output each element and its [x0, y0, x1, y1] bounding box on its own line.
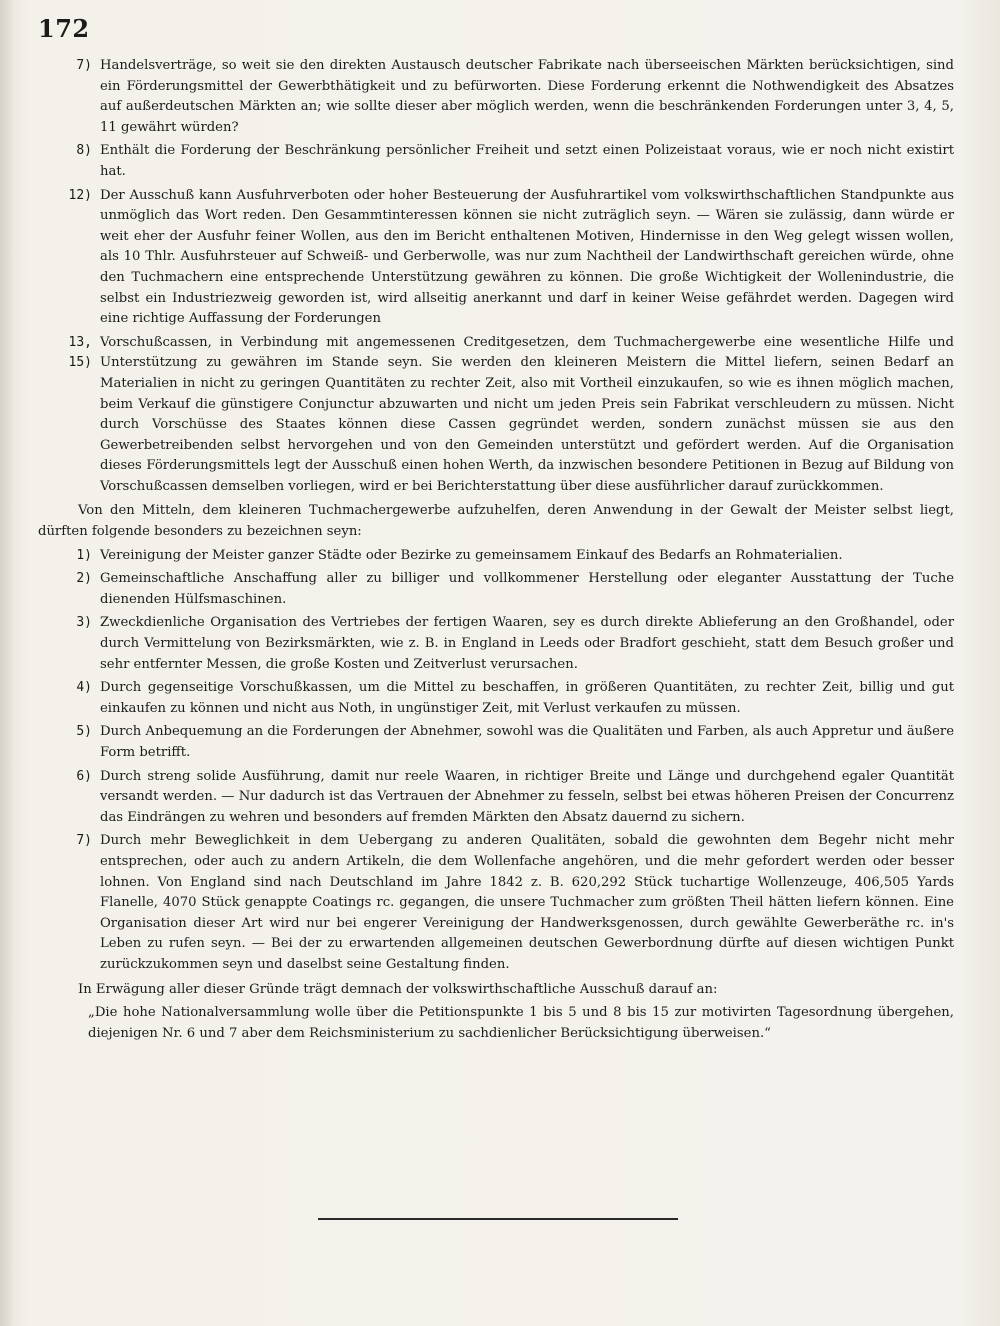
item-text: Der Ausschuß kann Ausfuhrverboten oder hoher Besteuerung der Ausfuhrartikel vom volkswirthschaftlichen Standpunkte aus unmöglich das Wort reden. Den Gesammtinteressen können sie nicht zuträglich seyn. — Wären sie zulässig, dann würde er weit eher der Ausfuhr feiner Wollen, aus den im Bericht enthaltenen Motiven, Hindernisse in den Weg gelegt wissen wollen, als 10 Thlr. Ausfuhrsteuer auf Schweiß- und Gerberwolle, was nur zum Nachtheil der Landwirthschaft gereichen würde, ohne den Tuchmachern eine entsprechende Unterstützung gewähren zu können. Die große Wichtigkeit der Wollenindustrie, die selbst ein Industriezweig geworden ist, wird allseitig anerkannt und darf in keiner Weise gefährdet werden. Dagegen wird eine richtige Auffassung der Forderungen	[100, 187, 954, 327]
list-item	[38, 767, 954, 829]
item-text: Durch streng solide Ausführung, damit nur reele Waaren, in richtiger Breite und Länge und durchgehend egaler Quantität versandt werden. — Nur dadurch ist das Vertrauen der Abnehmer zu fesseln, selbst bei etwas höheren Preisen der Concurrenz das Eindrängen zu wehren und besonders auf fremden Märkten den Absatz dauernd zu sichern.	[100, 768, 954, 825]
list-item	[38, 722, 954, 763]
numbered-list-top	[38, 56, 954, 497]
item-text: Durch Anbequemung an die Forderungen der Abnehmer, sowohl was die Qualitäten und Farben, als auch Appretur und äußere Form betrifft.	[100, 724, 954, 760]
item-text: Zweckdienliche Organisation des Vertriebes der fertigen Waaren, sey es durch direkte Ablieferung an den Großhandel, oder durch Vermittelung von Bezirksmärkten, wie z. B. in England in Leeds oder Bradfort geschieht, statt dem Besuch großer und sehr entfernter Messen, die große Kosten und Zeitverlust verursachen.	[100, 615, 954, 672]
conclusion-paragraph: In Erwägung aller dieser Gründe trägt demnach der volkswirthschaftliche Ausschuß darauf an:	[78, 981, 718, 997]
page-number: 172	[38, 14, 90, 43]
list-item	[38, 831, 954, 975]
list-item	[38, 546, 954, 567]
closing-rule	[318, 1218, 678, 1220]
item-text: Handelsverträge, so weit sie den direkten Austausch deutscher Fabrikate nach überseeischen Märkten berücksichtigen, sind ein Förderungsmittel der Gewerbthätigkeit und zu befürworten. Diese Forderung erkennt die Nothwendigkeit des Absatzes auf außerdeutschen Märkten an; wie sollte dieser aber möglich werden, wenn die beschränkenden Forderungen unter 3, 4, 5, 11 gewährt würden?	[100, 58, 954, 135]
item-label: 7)	[76, 833, 92, 849]
item-label: 5)	[76, 724, 92, 740]
document-body	[38, 56, 954, 1044]
numbered-list-bottom	[38, 546, 954, 976]
item-label: 1)	[76, 547, 92, 563]
list-item	[38, 678, 954, 719]
item-label: 13, 15)	[68, 334, 92, 371]
item-label: 12)	[68, 187, 92, 203]
item-label: 6)	[76, 768, 92, 784]
item-label: 3)	[76, 615, 92, 631]
item-text: Vorschußcassen, in Verbindung mit angemessenen Creditgesetzen, dem Tuchmachergewerbe eine wesentliche Hilfe und Unterstützung zu gewähren im Stande seyn. Sie werden den kleineren Meistern die Mittel liefern, seinen Bedarf an Materialien in nicht zu geringen Quantitäten zu rechter Zeit, also mit Vortheil einzukaufen, so wie es ihnen möglich machen, beim Verkauf die günstigere Conjunctur abzuwarten und nicht um jeden Preis sein Fabrikat verschleudern zu müssen. Nicht durch Vorschüsse des Staates können diese Cassen gegründet werden, sondern zunächst müssen sie aus den Gewerbetreibenden selbst hervorgehen und von den Gemeinden unterstützt und gefördert werden. Auf die Organisation dieses Förderungsmittels legt der Ausschuß einen hohen Werth, da inzwischen besondere Petitionen in Bezug auf Bildung von Vorschußcassen demselben vorliegen, wird er bei Berichterstattung über diese ausführlicher darauf zurückkommen.	[100, 334, 954, 494]
item-label: 4)	[76, 680, 92, 696]
list-item	[38, 56, 954, 138]
list-item	[38, 333, 954, 498]
item-label: 8)	[76, 143, 92, 159]
list-item	[38, 613, 954, 675]
motion-quote: „Die hohe Nationalversammlung wolle über die Petitionspunkte 1 bis 5 und 8 bis 15 zur motivirten Tagesordnung übergehen, diejenigen Nr. 6 und 7 aber dem Reichsministerium zu sachdienlicher Berücksichtigung überweisen.“	[88, 1005, 954, 1041]
item-text: Durch gegenseitige Vorschußkassen, um die Mittel zu beschaffen, in größeren Quantitäten, zu rechter Zeit, billig und gut einkaufen zu können und nicht aus Noth, in ungünstiger Zeit, mit Verlust verkaufen zu müssen.	[100, 680, 954, 716]
item-label: 7)	[76, 58, 92, 73]
item-label: 2)	[76, 571, 92, 587]
list-item	[38, 186, 954, 330]
item-text: Vereinigung der Meister ganzer Städte oder Bezirke zu gemeinsamem Einkauf des Bedarfs an Rohmaterialien.	[100, 547, 843, 563]
item-text: Enthält die Forderung der Beschränkung persönlicher Freiheit und setzt einen Polizeistaat voraus, wie er noch nicht existirt hat.	[100, 143, 954, 179]
list-item	[38, 141, 954, 182]
item-text: Gemeinschaftliche Anschaffung aller zu billiger und vollkommener Herstellung oder eleganter Ausstattung der Tuche dienenden Hülfsmaschinen.	[100, 571, 954, 607]
intro-paragraph: Von den Mitteln, dem kleineren Tuchmachergewerbe aufzuhelfen, deren Anwendung in der Gewalt der Meister selbst liegt, dürften folgende besonders zu bezeichnen seyn:	[38, 503, 954, 540]
list-item	[38, 569, 954, 610]
scan-shadow	[0, 0, 14, 1326]
item-text: Durch mehr Beweglichkeit in dem Uebergang zu anderen Qualitäten, sobald die gewohnten dem Begehr nicht mehr entsprechen, oder auch zu andern Artikeln, die dem Wollenfache angehören, und die mehr gefordert werden oder besser lohnen. Von England sind nach Deutschland im Jahre 1842 z. B. 620,292 Stück tuchartige Wollenzeuge, 406,505 Yards Flanelle, 4070 Stück genappte Coatings rc. gegangen, die unsere Tuchmacher zum größten Theil hätten liefern können. Eine Organisation dieser Art wird nur bei engerer Vereinigung der Handwerksgenossen, durch gewählte Gewerberäthe rc. in's Leben zu rufen seyn. — Bei der zu erwartenden allgemeinen deutschen Gewerbordnung dürfte auf diesen wichtigen Punkt zurückzukommen seyn und daselbst seine Gestaltung finden.	[100, 833, 954, 972]
